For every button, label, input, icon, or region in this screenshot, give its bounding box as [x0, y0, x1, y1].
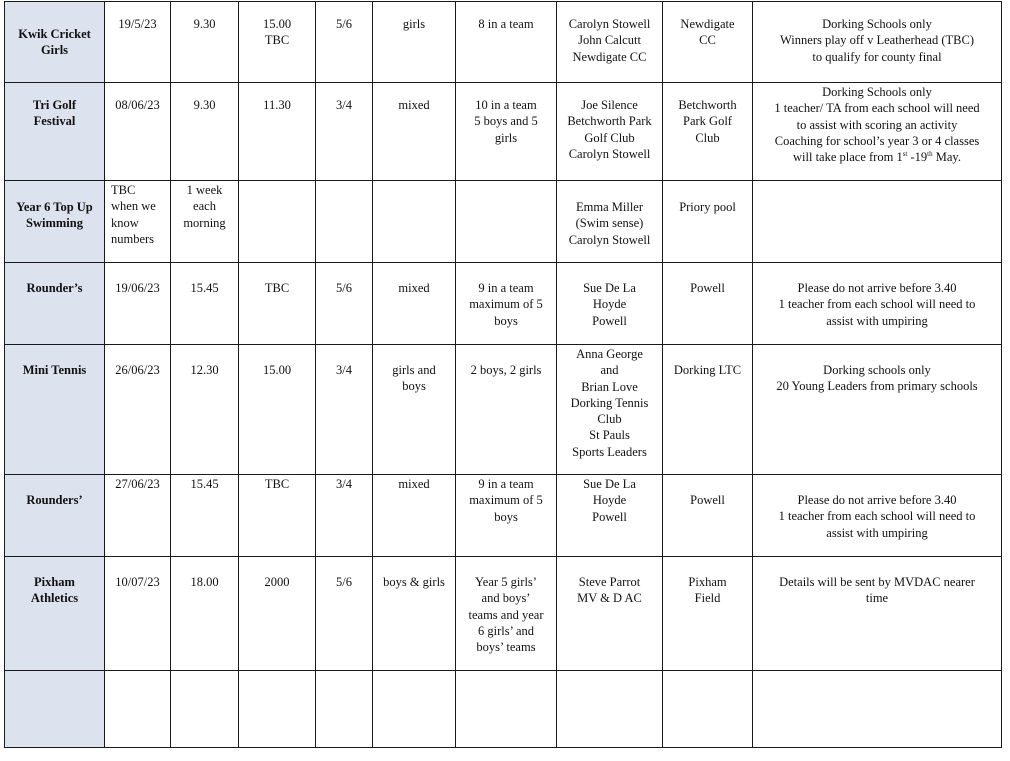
notes-cell [753, 181, 1002, 263]
notes-text: Please do not arrive before 3.40 [797, 281, 957, 295]
start-time-cell [171, 557, 239, 671]
gender-text: boys & girls [383, 575, 445, 589]
end-time-cell [239, 557, 316, 671]
venue-text: Powell [690, 281, 725, 295]
team-size-cell [456, 263, 557, 345]
team-size-text: 5 boys and 5 [474, 114, 538, 129]
notes-text: assist with umpiring [826, 313, 928, 328]
start-time-cell [171, 181, 239, 263]
table-row [5, 181, 1002, 263]
notes-text: time [865, 591, 889, 606]
year-group-cell [316, 557, 373, 671]
end-time-text: 15.00 [262, 17, 292, 31]
contact-cell [557, 557, 663, 671]
date-text: numbers [111, 231, 155, 246]
team-size-cell [456, 181, 557, 263]
date-text: 26/06/23 [115, 363, 160, 377]
contact-text: and [600, 363, 619, 378]
notes-text-part: May. [932, 150, 961, 165]
contact-text: Powell [592, 313, 627, 328]
date-text: 19/5/23 [118, 17, 157, 31]
team-size-text: maximum of 5 [469, 493, 543, 508]
events-table [4, 1, 1002, 748]
contact-text: Dorking Tennis [570, 395, 649, 410]
venue-cell [663, 345, 753, 475]
year-group-text: 5/6 [336, 281, 352, 295]
venue-text: Dorking LTC [673, 363, 742, 377]
date-cell [105, 557, 171, 671]
contact-text: Sports Leaders [572, 444, 647, 459]
gender-cell [373, 557, 456, 671]
event-name-line: Rounder’s [26, 281, 83, 295]
notes-cell [753, 671, 1002, 748]
event-name-cell [5, 345, 105, 475]
contact-text: Sue De La [583, 281, 636, 295]
contact-text: Carolyn Stowell [568, 17, 651, 31]
team-size-text: 2 boys, 2 girls [470, 363, 542, 377]
start-time-text: 15.45 [190, 477, 219, 491]
team-size-text: 6 girls’ and [477, 623, 534, 638]
end-time-cell [239, 475, 316, 557]
contact-text: Newdigate CC [572, 49, 647, 64]
team-size-text: boys’ teams [476, 640, 536, 655]
contact-cell [557, 345, 663, 475]
end-time-cell [239, 83, 316, 181]
start-time-cell [171, 2, 239, 83]
date-cell [105, 263, 171, 345]
table-row-empty [5, 671, 1002, 748]
start-time-text: 9.30 [193, 17, 216, 31]
start-time-cell [171, 671, 239, 748]
contact-text: Hoyde [592, 493, 627, 508]
notes-text: Dorking Schools only [822, 17, 932, 31]
event-name-line: Tri Golf [32, 98, 77, 112]
date-text: 10/07/23 [115, 575, 160, 589]
table-row [5, 263, 1002, 345]
gender-text: girls and [392, 363, 436, 377]
event-name-cell [5, 2, 105, 83]
event-name-line: Kwik Cricket [18, 26, 91, 41]
gender-text: mixed [398, 281, 430, 295]
date-text: TBC [111, 183, 136, 197]
contact-cell [557, 475, 663, 557]
start-time-text: 12.30 [190, 363, 219, 377]
date-cell [105, 345, 171, 475]
contact-cell [557, 2, 663, 83]
notes-text: Please do not arrive before 3.40 [797, 493, 957, 507]
contact-text: Golf Club [584, 130, 635, 145]
notes-text: to assist with scoring an activity [796, 117, 958, 132]
start-time-text: 15.45 [190, 281, 219, 295]
year-group-cell [316, 263, 373, 345]
year-group-cell [316, 181, 373, 263]
end-time-cell [239, 345, 316, 475]
notes-text: Dorking Schools only [822, 85, 932, 99]
venue-text: Club [695, 130, 720, 145]
date-cell [105, 475, 171, 557]
gender-text: girls [402, 17, 426, 31]
team-size-text: 9 in a team [478, 477, 534, 491]
notes-text: to qualify for county final [812, 49, 942, 64]
gender-cell [373, 2, 456, 83]
gender-cell [373, 345, 456, 475]
notes-text: Dorking schools only [823, 363, 931, 377]
date-text: 19/06/23 [115, 281, 160, 295]
venue-cell [663, 671, 753, 748]
contact-text: Anna George [576, 347, 643, 361]
ordinal-suffix: st [902, 150, 908, 159]
year-group-text: 5/6 [336, 17, 352, 31]
end-time-cell [239, 181, 316, 263]
contact-text: (Swim sense) [575, 216, 644, 231]
venue-cell [663, 181, 753, 263]
venue-text: Betchworth [678, 98, 737, 112]
event-name-line: Pixham [34, 575, 75, 589]
event-name-cell [5, 475, 105, 557]
notes-cell [753, 345, 1002, 475]
year-group-text: 5/6 [336, 575, 352, 589]
event-name-line: Athletics [30, 591, 79, 606]
contact-text: Powell [592, 509, 627, 524]
contact-text: Steve Parrot [578, 575, 641, 589]
ordinal-suffix: th [927, 150, 933, 159]
event-name-cell [5, 263, 105, 345]
venue-cell [663, 263, 753, 345]
event-name-line: Girls [40, 43, 69, 57]
notes-text: Winners play off v Leatherhead (TBC) [780, 33, 974, 48]
end-time-cell [239, 671, 316, 748]
year-group-text: 3/4 [336, 363, 352, 377]
year-group-text: 3/4 [336, 477, 352, 491]
end-time-text: TBC [264, 477, 290, 491]
team-size-text: 10 in a team [475, 98, 537, 112]
team-size-text: boys [494, 313, 518, 328]
notes-cell [753, 557, 1002, 671]
notes-text [759, 149, 995, 165]
table-row [5, 475, 1002, 557]
year-group-cell [316, 2, 373, 83]
contact-text: Betchworth Park [567, 114, 652, 129]
team-size-cell [456, 2, 557, 83]
table-row [5, 83, 1002, 181]
date-text: 08/06/23 [115, 98, 160, 112]
contact-cell [557, 263, 663, 345]
team-size-cell [456, 475, 557, 557]
notes-text: 1 teacher/ TA from each school will need [774, 101, 980, 116]
gender-cell [373, 671, 456, 748]
end-time-text: 2000 [264, 575, 290, 589]
end-time-text: TBC [264, 33, 290, 48]
end-time-cell [239, 2, 316, 83]
contact-text: Carolyn Stowell [568, 232, 651, 247]
event-name-line: Year 6 Top Up [16, 200, 93, 214]
notes-text: 1 teacher from each school will need to [778, 297, 976, 312]
team-size-cell [456, 557, 557, 671]
contact-text: MV & D AC [577, 591, 642, 606]
notes-text: Coaching for school’s year 3 or 4 classes [774, 133, 980, 148]
venue-text: Pixham [688, 575, 727, 589]
table-row [5, 345, 1002, 475]
contact-text: Brian Love [581, 379, 638, 394]
notes-cell [753, 475, 1002, 557]
event-name-cell [5, 557, 105, 671]
contact-text: Hoyde [592, 297, 627, 312]
date-text: know [111, 215, 139, 230]
year-group-cell [316, 475, 373, 557]
date-cell [105, 671, 171, 748]
team-size-text: Year 5 girls’ [475, 575, 537, 589]
venue-text: Newdigate [680, 17, 735, 31]
start-time-text: each [193, 199, 216, 214]
date-text: when we [111, 199, 156, 214]
event-name-cell [5, 181, 105, 263]
notes-text: 20 Young Leaders from primary schools [776, 379, 978, 394]
venue-cell [663, 2, 753, 83]
year-group-cell [316, 345, 373, 475]
end-time-text: 11.30 [263, 98, 291, 112]
contact-text: Emma Miller [576, 200, 643, 214]
start-time-cell [171, 83, 239, 181]
venue-text: Powell [690, 493, 725, 507]
start-time-text: 18.00 [190, 575, 219, 589]
gender-text: mixed [398, 477, 430, 491]
gender-text: boys [402, 379, 426, 394]
date-text: 27/06/23 [115, 477, 160, 491]
venue-cell [663, 83, 753, 181]
year-group-text: 3/4 [336, 98, 352, 112]
notes-text: 1 teacher from each school will need to [778, 509, 976, 524]
end-time-text: TBC [264, 281, 290, 295]
team-size-text: 8 in a team [478, 17, 534, 31]
team-size-text: boys [494, 509, 518, 524]
contact-text: Carolyn Stowell [568, 146, 651, 161]
end-time-text: 15.00 [262, 363, 292, 377]
team-size-text: 9 in a team [478, 281, 534, 295]
notes-cell [753, 263, 1002, 345]
table-row [5, 2, 1002, 83]
contact-cell [557, 671, 663, 748]
venue-text: CC [699, 33, 716, 48]
start-time-cell [171, 475, 239, 557]
notes-text: assist with umpiring [826, 525, 928, 540]
team-size-text: and boys’ [481, 591, 531, 606]
contact-text: Joe Silence [581, 98, 638, 112]
team-size-cell [456, 83, 557, 181]
team-size-text: maximum of 5 [469, 297, 543, 312]
team-size-text: girls [494, 130, 518, 145]
contact-text: Club [597, 412, 622, 427]
date-cell [105, 181, 171, 263]
year-group-cell [316, 83, 373, 181]
notes-cell [753, 83, 1002, 181]
contact-text: Sue De La [583, 477, 636, 491]
start-time-text: 9.30 [193, 98, 216, 112]
event-name-line: Festival [33, 114, 76, 129]
venue-text: Park Golf [683, 114, 732, 129]
start-time-text: morning [183, 215, 226, 230]
notes-text-part: -19 [907, 150, 928, 165]
event-name-cell [5, 83, 105, 181]
start-time-text: 1 week [186, 183, 223, 197]
team-size-text: teams and year [468, 607, 544, 622]
event-name-line: Swimming [26, 216, 83, 231]
contact-text: John Calcutt [578, 33, 641, 48]
contact-cell [557, 83, 663, 181]
table-row [5, 557, 1002, 671]
gender-cell [373, 475, 456, 557]
gender-text: mixed [398, 98, 430, 112]
event-name-cell [5, 671, 105, 748]
event-name-line: Mini Tennis [22, 363, 87, 377]
notes-cell [753, 2, 1002, 83]
gender-cell [373, 83, 456, 181]
team-size-cell [456, 671, 557, 748]
venue-cell [663, 475, 753, 557]
notes-text: Details will be sent by MVDAC nearer [779, 575, 975, 589]
venue-text: Field [694, 591, 721, 606]
end-time-cell [239, 263, 316, 345]
year-group-cell [316, 671, 373, 748]
gender-cell [373, 263, 456, 345]
start-time-cell [171, 345, 239, 475]
gender-cell [373, 181, 456, 263]
team-size-cell [456, 345, 557, 475]
venue-cell [663, 557, 753, 671]
event-name-line: Rounders’ [26, 493, 83, 507]
contact-text: St Pauls [589, 428, 630, 443]
start-time-cell [171, 263, 239, 345]
venue-text: Priory pool [679, 200, 736, 214]
date-cell [105, 83, 171, 181]
contact-cell [557, 181, 663, 263]
date-cell [105, 2, 171, 83]
notes-text-part: will take place from 1 [793, 150, 903, 165]
